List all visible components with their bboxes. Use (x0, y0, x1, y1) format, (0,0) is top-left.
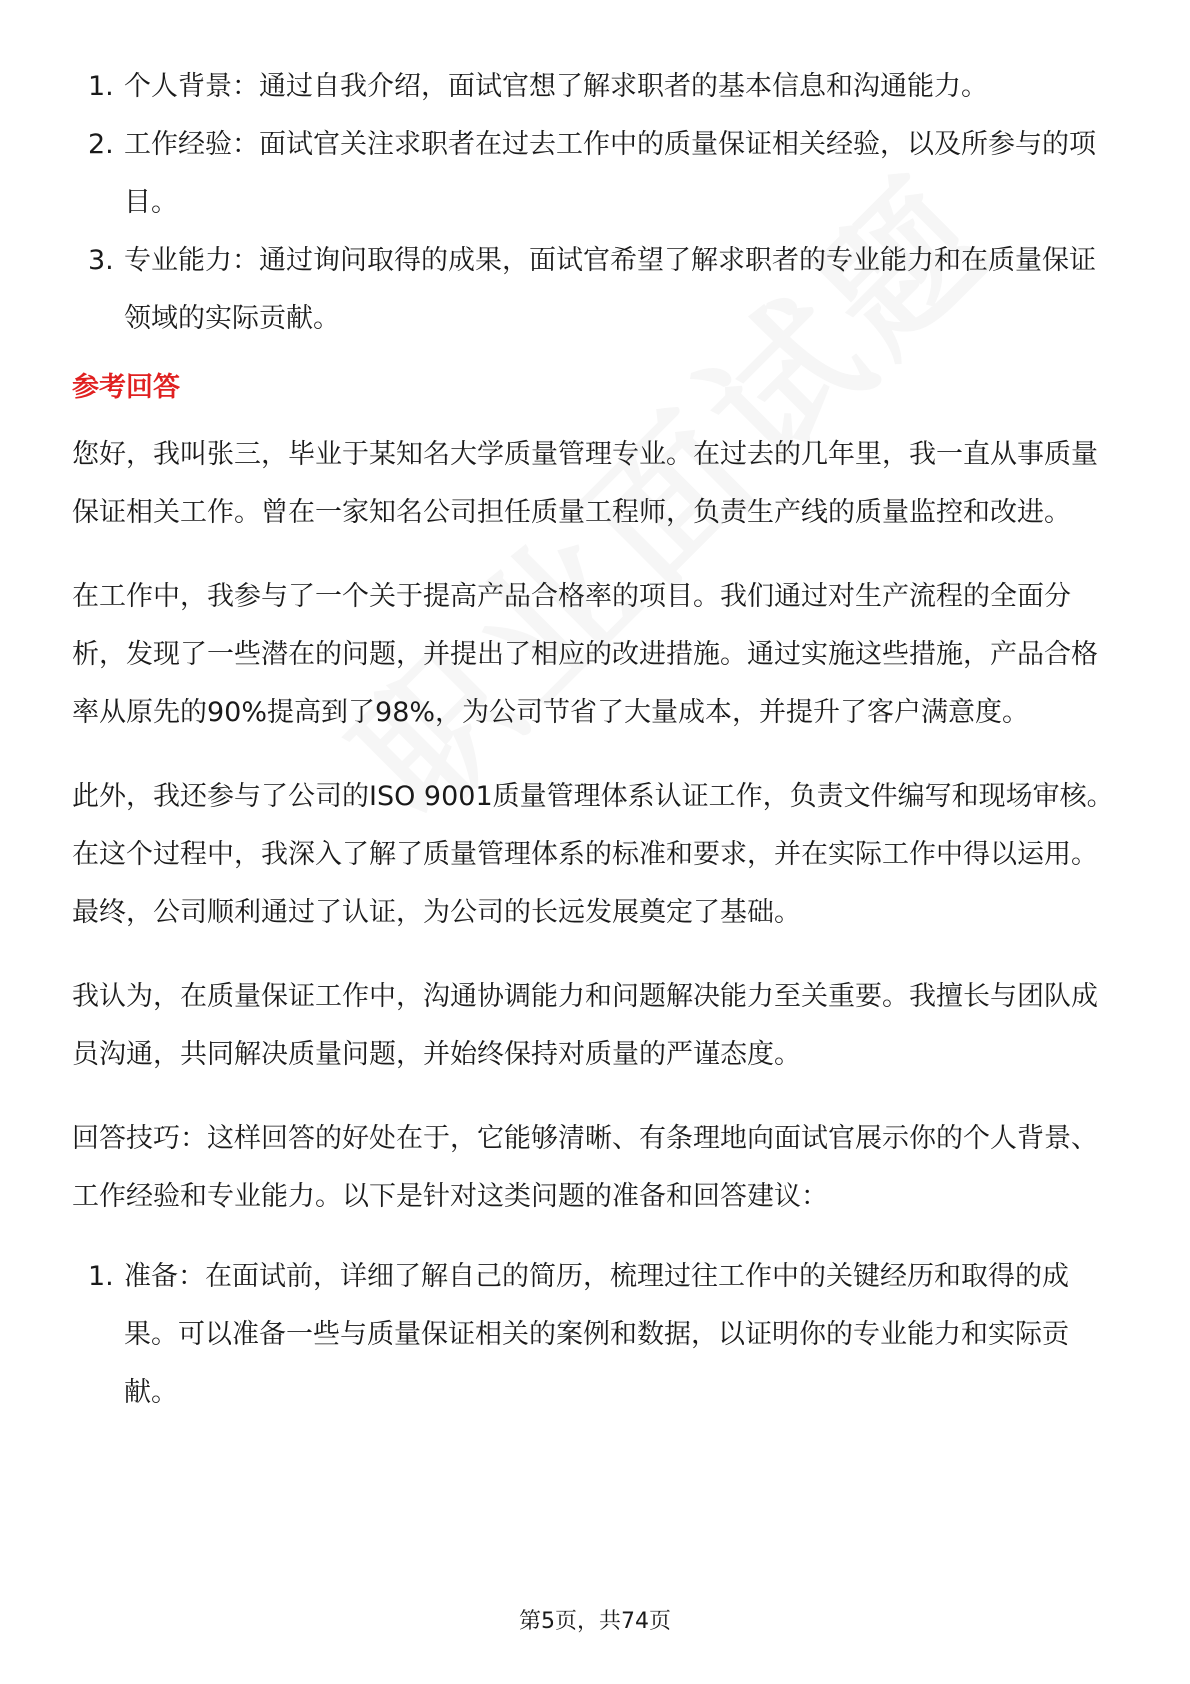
tips-paragraph: 回答技巧：这样回答的好处在于，它能够清晰、有条理地向面试官展示你的个人背景、工作经验和专业能力。以下是针对这类问题的准备和回答建议： (72, 1123, 1098, 1212)
list-text: 工作经验：面试官关注求职者在过去工作中的质量保证相关经验，以及所参与的项目。 (124, 129, 1096, 218)
criteria-list (72, 58, 1122, 348)
list-text: 专业能力：通过询问取得的成果，面试官希望了解求职者的专业能力和在质量保证领域的实际贡献。 (124, 245, 1096, 334)
answer-paragraph: 此外，我还参与了公司的ISO 9001质量管理体系认证工作，负责文件编写和现场审核。在这个过程中，我深入了解了质量管理体系的标准和要求，并在实际工作中得以运用。最终，公司顺利通过了认证，为公司的长远发展奠定了基础。 (72, 781, 1114, 928)
section-heading: 参考回答 (72, 372, 180, 403)
answer-paragraph: 我认为，在质量保证工作中，沟通协调能力和问题解决能力至关重要。我擅长与团队成员沟通，共同解决质量问题，并始终保持对质量的严谨态度。 (72, 981, 1098, 1070)
suggestion-list (72, 1248, 1122, 1422)
answer-paragraph: 在工作中，我参与了一个关于提高产品合格率的项目。我们通过对生产流程的全面分析，发现了一些潜在的问题，并提出了相应的改进措施。通过实施这些措施，产品合格率从原先的90%提高到了98%，为公司节省了大量成本，并提升了客户满意度。 (72, 581, 1098, 728)
list-number: 3. (88, 245, 114, 276)
list-number: 2. (88, 129, 114, 160)
page-content (72, 58, 1122, 1422)
answer-paragraph: 您好，我叫张三，毕业于某知名大学质量管理专业。在过去的几年里，我一直从事质量保证相关工作。曾在一家知名公司担任质量工程师，负责生产线的质量监控和改进。 (72, 439, 1098, 528)
page-number: 第5页，共74页 (519, 1609, 671, 1634)
list-item (72, 116, 1122, 232)
list-item (72, 1248, 1122, 1422)
list-text: 准备：在面试前，详细了解自己的简历，梳理过往工作中的关键经历和取得的成果。可以准备一些与质量保证相关的案例和数据，以证明你的专业能力和实际贡献。 (124, 1261, 1069, 1408)
list-item (72, 232, 1122, 348)
list-text: 个人背景：通过自我介绍，面试官想了解求职者的基本信息和沟通能力。 (124, 71, 988, 102)
list-number: 1. (88, 1261, 114, 1292)
list-number: 1. (88, 71, 114, 102)
list-item (72, 58, 1122, 116)
